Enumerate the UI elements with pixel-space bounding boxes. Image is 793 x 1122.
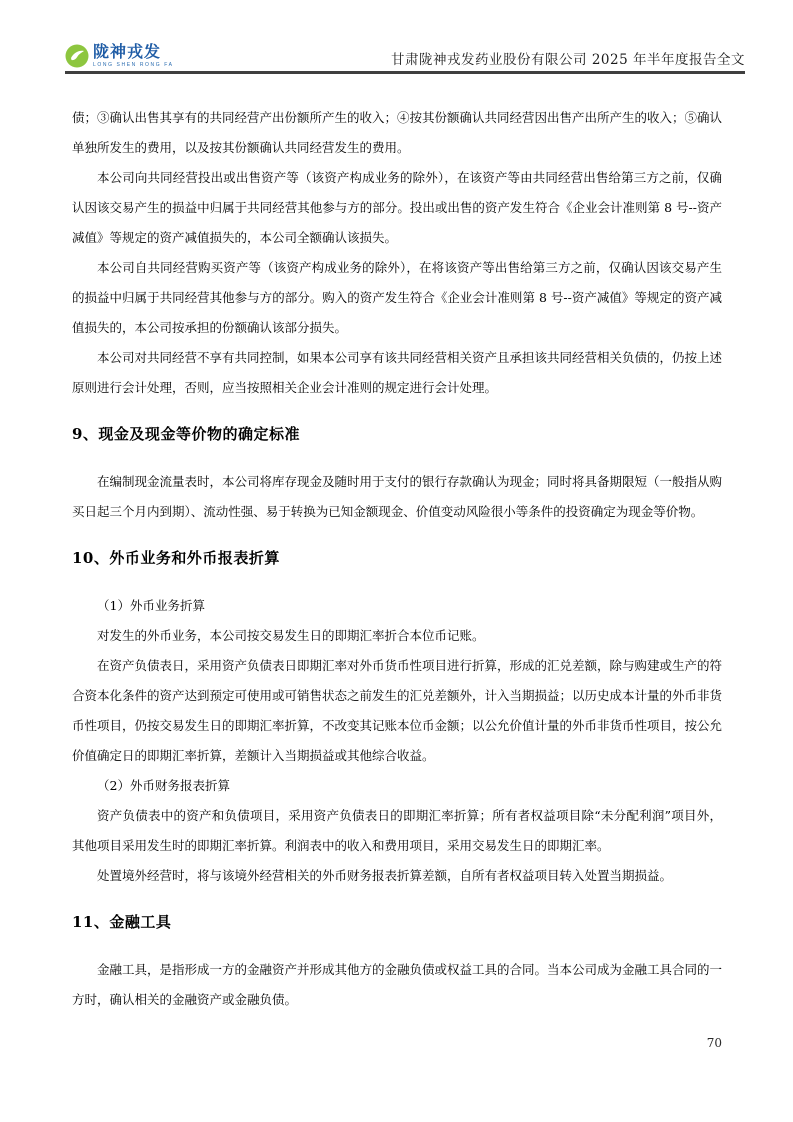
document-body — [72, 103, 722, 1015]
logo-brand-en: LONG SHEN RONG FA — [93, 61, 174, 68]
paragraph: 在资产负债表日，采用资产负债表日即期汇率对外币货币性项目进行折算，形成的汇兑差额，除与购建或生产的符合资本化条件的资产达到预定可使用或可销售状态之前发生的汇兑差额外，计入当期损益；以历史成本计量的外币非货币性项目，仍按交易发生日的即期汇率折算，不改变其记账本位币金额；以公允价值计量的外币非货币性项目，按公允价值确定日的即期汇率折算，差额计入当期损益或其他综合收益。 — [72, 658, 723, 763]
paragraph-continuation: 债；③确认出售其享有的共同经营产出份额所产生的收入；④按其份额确认共同经营因出售产出所产生的收入；⑤确认单独所发生的费用，以及按其份额确认共同经营发生的费用。 — [72, 110, 723, 155]
paragraph: 对发生的外币业务，本公司按交易发生日的即期汇率折合本位币记账。 — [97, 628, 485, 643]
page-footer — [72, 1036, 722, 1050]
logo-text — [93, 45, 174, 68]
company-logo — [65, 44, 174, 69]
section-heading-10: 10、外币业务和外币报表折算 — [72, 549, 280, 567]
page-header — [65, 0, 745, 74]
report-title: 甘肃陇神戎发药业股份有限公司 2025 年半年度报告全文 — [391, 52, 745, 68]
paragraph: 本公司自共同经营购买资产等（该资产构成业务的除外），在将该资产等出售给第三方之前，仅确认因该交易产生的损益中归属于共同经营其他参与方的部分。购入的资产发生符合《企业会计准则第 8 号--资产减值》等规定的资产减值损失的，本公司按承担的份额确认该部分损失。 — [72, 260, 722, 335]
logo-icon — [65, 44, 89, 68]
section-heading-11: 11、金融工具 — [72, 913, 172, 931]
paragraph: 处置境外经营时，将与该境外经营相关的外币财务报表折算差额，自所有者权益项目转入处置当期损益。 — [97, 868, 673, 883]
subheading: （2）外币财务报表折算 — [97, 778, 230, 793]
paragraph: 本公司对共同经营不享有共同控制，如果本公司享有该共同经营相关资产且承担该共同经营相关负债的，仍按上述原则进行会计处理，否则，应当按照相关企业会计准则的规定进行会计处理。 — [72, 350, 723, 395]
paragraph: 在编制现金流量表时，本公司将库存现金及随时用于支付的银行存款确认为现金；同时将具备期限短（一般指从购买日起三个月内到期）、流动性强、易于转换为已知金额现金、价值变动风险很小等条件的投资确定为现金等价物。 — [72, 474, 723, 519]
logo-brand-cn: 陇神戎发 — [93, 43, 162, 61]
subheading: （1）外币业务折算 — [97, 598, 205, 613]
page-number: 70 — [706, 1036, 722, 1050]
paragraph: 资产负债表中的资产和负债项目，采用资产负债表日的即期汇率折算；所有者权益项目除“未分配利润”项目外，其他项目采用发生时的即期汇率折算。利润表中的收入和费用项目，采用交易发生日的即期汇率。 — [72, 808, 722, 853]
section-heading-9: 9、现金及现金等价物的确定标准 — [72, 425, 300, 443]
paragraph: 金融工具，是指形成一方的金融资产并形成其他方的金融负债或权益工具的合同。当本公司成为金融工具合同的一方时，确认相关的金融资产或金融负债。 — [72, 962, 723, 1007]
paragraph: 本公司向共同经营投出或出售资产等（该资产构成业务的除外），在该资产等由共同经营出售给第三方之前，仅确认因该交易产生的损益中归属于共同经营其他参与方的部分。投出或出售的资产发生符合《企业会计准则第 8 号--资产减值》等规定的资产减值损失的，本公司全额确认该损失。 — [72, 170, 722, 245]
